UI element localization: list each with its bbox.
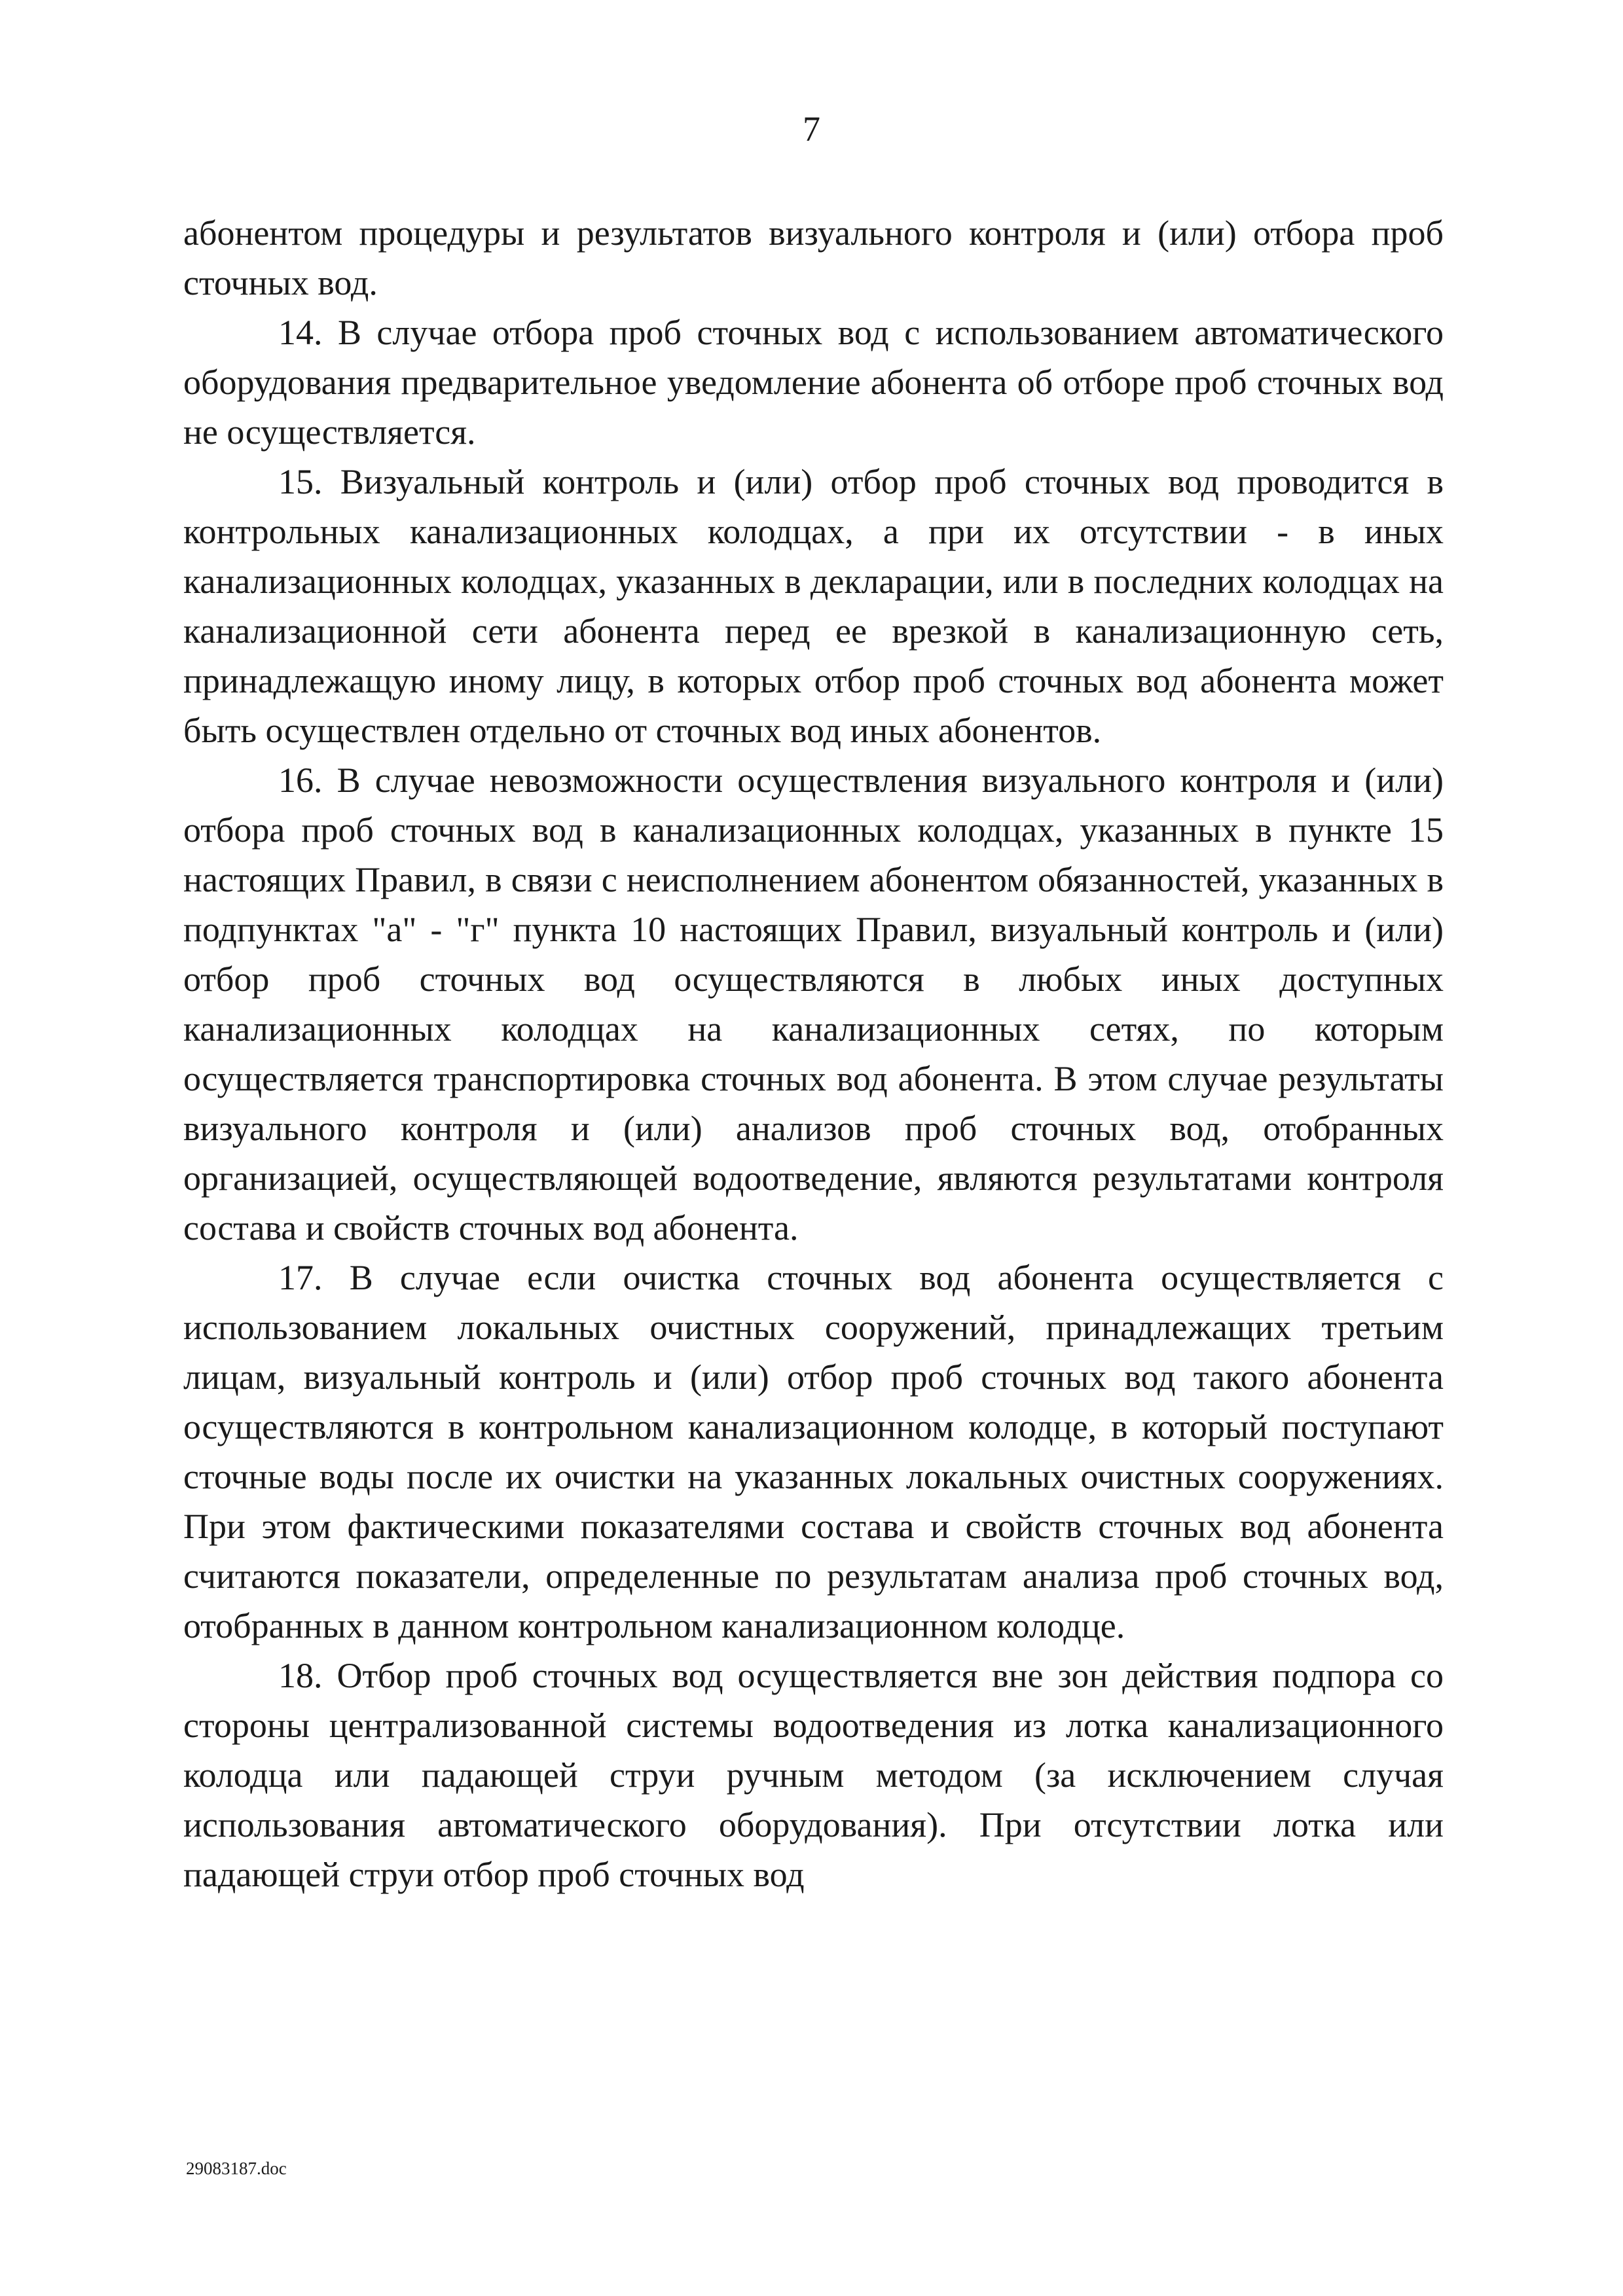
paragraph-item-14: 14. В случае отбора проб сточных вод с использованием автоматического оборудования предварительное уведомление абонента об отборе проб сточных вод не осуществляется. [183,313,1444,452]
paragraph-continuation: абонентом процедуры и результатов визуального контроля и (или) отбора проб сточных вод. [183,213,1444,302]
footer-file-name: 29083187.doc [186,2159,287,2178]
paragraph-item-15: 15. Визуальный контроль и (или) отбор проб сточных вод проводится в контрольных канализационных колодцах, а при их отсутствии - в иных канализационных колодцах, указанных в декларации, или в последних колодцах на канализационной сети абонента перед ее врезкой в канализационную сеть, принадлежащую иному лицу, в которых отбор проб сточных вод абонента может быть осуществлен отдельно от сточных вод иных абонентов. [183,462,1444,750]
paragraph-item-17: 17. В случае если очистка сточных вод абонента осуществляется с использованием локальных очистных сооружений, принадлежащих третьим лицам, визуальный контроль и (или) отбор проб сточных вод такого абонента осуществляются в контрольном канализационном колодце, в который поступают сточные воды после их очистки на указанных локальных очистных сооружениях. При этом фактическими показателями состава и свойств сточных вод абонента считаются показатели, определенные по результатам анализа проб сточных вод, отобранных в данном контрольном канализационном колодце. [183,1258,1444,1645]
paragraph-item-16: 16. В случае невозможности осуществления визуального контроля и (или) отбора проб сточных вод в канализационных колодцах, указанных в пункте 15 настоящих Правил, в связи с неисполнением абонентом обязанностей, указанных в подпунктах "а" - "г" пункта 10 настоящих Правил, визуальный контроль и (или) отбор проб сточных вод осуществляются в любых иных доступных канализационных колодцах на канализационных сетях, по которым осуществляется транспортировка сточных вод абонента. В этом случае результаты визуального контроля и (или) анализов проб сточных вод, отобранных организацией, осуществляющей водоотведение, являются результатами контроля состава и свойств сточных вод абонента. [183,761,1444,1247]
paragraph-item-18: 18. Отбор проб сточных вод осуществляется вне зон действия подпора со стороны централизованной системы водоотведения из лотка канализационного колодца или падающей струи ручным методом (за исключением случая использования автоматического оборудования). При отсутствии лотка или падающей струи отбор проб сточных вод [183,1656,1444,1894]
page-number: 7 [803,109,820,149]
document-body [183,208,1444,1899]
